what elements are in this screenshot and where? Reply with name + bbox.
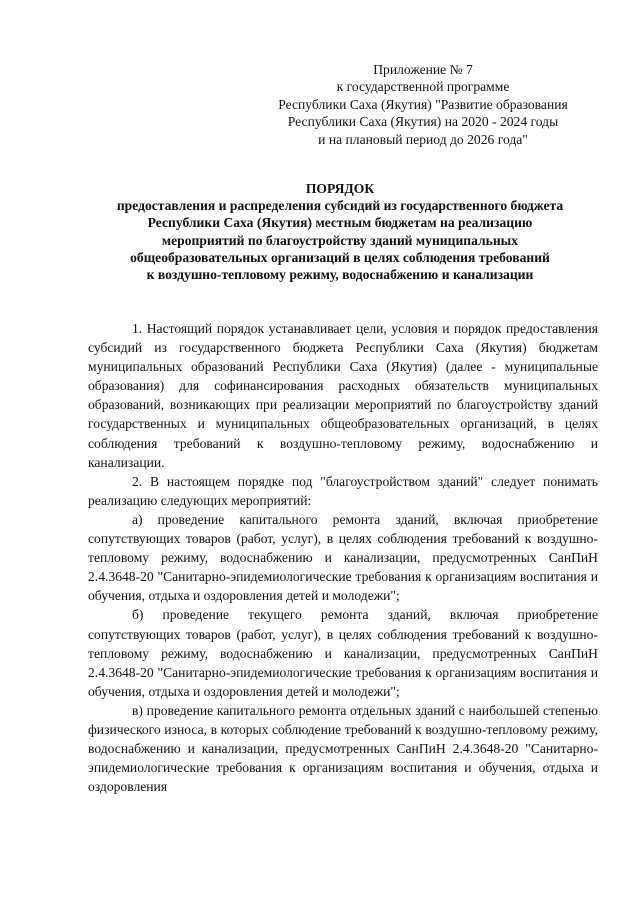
title-line: ПОРЯДОК [305,181,375,196]
paragraph-2: 2. В настоящем порядке под "благоустройством зданий" следует понимать реализацию следующих мероприятий: [88,473,598,508]
title-line: Республики Саха (Якутия) местным бюджетам на реализацию [147,215,533,231]
paragraph-2b: б) проведение текущего ремонта зданий, включая приобретение сопутствующих товаров (работ, услуг), в целях соблюдения требований к воздушно-тепловому режиму, водоснабжению и канализации, предусмотренных СанПиН 2.4.3648-20 "Санитарно-эпидемиологические требования к организациям воспитания и обучения, отдыха и оздоровления детей и молодежи"; [88,607,598,699]
title-line: предоставления и распределения субсидий из государственного бюджета [116,198,564,214]
appendix-line: Приложение № 7 [373,62,473,77]
title-line: мероприятий по благоустройству зданий муниципальных [161,232,519,248]
appendix-line: Республики Саха (Якутия) на 2020 - 2024 годы [287,114,559,130]
appendix-line: и на плановый период до 2026 года" [318,131,528,147]
paragraph-2a: а) проведение капитального ремонта зданий, включая приобретение сопутствующих товаров (работ, услуг), в целях соблюдения требований к воздушно-тепловому режиму, водоснабжению и канализации, предусмотренных СанПиН 2.4.3648-20 "Санитарно-эпидемиологические требования к организациям воспитания и обучения, отдыха и оздоровления детей и молодежи"; [88,511,598,604]
paragraph-2c: в) проведение капитального ремонта отдельных зданий с наибольшей степенью физического износа, в которых соблюдение требований к воздушно-тепловому режиму, водоснабжению и канализации, предусмотренных СанПиН 2.4.3648-20 "Санитарно-эпидемиологические требования к организациям воспитания и обучения, отдыха и оздоровления [88,702,598,795]
appendix-header [248,61,598,148]
title-line: общеобразовательных организаций в целях соблюдения требований [130,249,550,265]
appendix-line: Республики Саха (Якутия) "Развитие образования [278,96,568,112]
appendix-line: к государственной программе [336,79,510,95]
title-line: к воздушно-тепловому режиму, водоснабжению и канализации [146,267,534,283]
document-body [88,319,598,796]
paragraph-1: 1. Настоящий порядок устанавливает цели, условия и порядок предоставления субсидий из государственного бюджета Республики Саха (Якутия) бюджетам муниципальных образований Республики Саха (Якутия) (далее - муниципальные образования) для софинансирования расходных обязательств муниципальных образований, возникающих при реализации мероприятий по благоустройству зданий государственных и муниципальных общеобразовательных организаций, в целях соблюдения требований к воздушно-тепловому режиму, водоснабжению и канализации. [88,321,598,470]
document-title [70,180,610,283]
